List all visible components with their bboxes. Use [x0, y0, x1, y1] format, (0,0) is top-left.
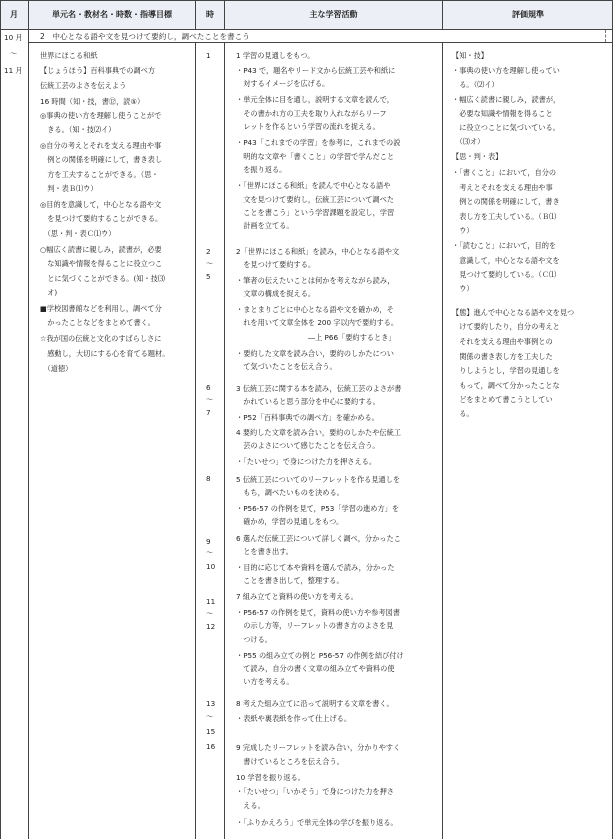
activity-line: ―上 P66「要約するとき」: [236, 333, 396, 342]
activity-line: 1 学習の見通しをもつ。: [236, 51, 315, 60]
activity-line: ・P43「これまでの学習」を参考に，これまでの説: [236, 138, 401, 147]
evaluation-line: 関係の書き表し方を工夫した: [452, 352, 553, 361]
col-divider-activities: [442, 0, 443, 30]
header-period: 時: [196, 0, 224, 29]
activity-line: ・P52「百科事典での調べ方」を確かめる。: [236, 413, 379, 422]
evaluation-line: りしようとし，学習の見通しを: [452, 366, 560, 375]
activity-line: える。: [236, 801, 265, 810]
month-tilde: 〜: [10, 49, 18, 58]
activity-line: 書けているところを伝え合う。: [236, 757, 344, 766]
activity-line: 計画を立てる。: [236, 221, 294, 230]
activity-line: ・筆者の伝えたいことは何かを考えながら読み，: [236, 276, 395, 285]
period-number: 8: [206, 474, 211, 483]
activity-line: つける。: [236, 635, 272, 644]
activity-line: ・P56-57 の作例を見て，P53「学習の進め方」を: [236, 504, 400, 513]
period-number: 16: [206, 742, 216, 751]
activity-line: ・目的に応じて本や資料を選んで読み，分かった: [236, 563, 395, 572]
header-bottom-border: [0, 29, 613, 30]
period-number: 11: [206, 597, 216, 606]
unit-line: な知識や情報を得ることに役立つこ: [40, 259, 163, 268]
activity-line: ・P55 の組み立ての例と P56-57 の作例を結び付け: [236, 651, 404, 660]
evaluation-line: ・事典の使い方を理解し使ってい: [452, 66, 560, 75]
activity-line: ・「ふりかえろう」で単元全体の学びを振り返る。: [236, 818, 398, 827]
evaluation-line: もって，調べて分かったことな: [452, 381, 560, 390]
activity-line: ・「世界にほこる和紙」を読んで中心となる語や: [236, 181, 391, 190]
evaluation-line: ・「読むこと」において，目的を: [452, 241, 557, 250]
activity-line: ことを書き出して，整理する。: [236, 576, 344, 585]
evaluation-line: る。: [452, 409, 474, 418]
evaluation-line: 表し方を工夫している。（Ｂ⑴: [452, 212, 557, 221]
unit-line: 例との関係を明確にして，書き表し: [40, 155, 163, 164]
col-divider-period-body: [224, 42, 225, 839]
unit-line: 世界にほこる和紙: [40, 51, 98, 60]
activity-line: れを用いて文章全体を 200 字以内で要約する。: [236, 318, 399, 327]
unit-line: （道徳）: [40, 364, 73, 373]
unit-line: 伝統工芸のよさを伝えよう: [40, 81, 127, 90]
unit-title-bottom-border: [29, 42, 613, 43]
unit-line: を見つけて要約することができる。: [40, 214, 163, 223]
period-number: 〜: [206, 548, 214, 557]
unit-line: ◎目的を意識して，中心となる語や文: [40, 200, 162, 209]
month-start: 10 月: [4, 33, 23, 42]
activity-line: て気づいたことを伝え合う。: [236, 362, 337, 371]
period-number: 12: [206, 622, 216, 631]
period-number: 15: [206, 727, 216, 736]
col-divider-activities-body: [442, 42, 443, 839]
activity-line: 8 考えた組み立てに沿って説明する文章を書く。: [236, 699, 394, 708]
unit-line: 判・表Ｂ⑴ウ）: [40, 184, 98, 193]
activity-line: ・単元全体に目を通し，説明する文章を読んで，: [236, 95, 394, 104]
activity-line: とを書き出す。: [236, 547, 293, 556]
activity-line: ・要約した文章を読み合い，要約のしかたについ: [236, 349, 394, 358]
unit-line: ■学校図書館などを利用し，調べて分: [40, 304, 162, 313]
period-number: 6: [206, 383, 211, 392]
activity-line: て読み，自分の書く文章の組み立てや資料の使: [236, 664, 395, 673]
period-number: 9: [206, 537, 211, 546]
evaluation-line: る。（⑵イ）: [452, 80, 499, 89]
evaluation-line: ・「書くこと」において，自分の: [452, 168, 557, 177]
unit-line: オ): [40, 288, 58, 297]
unit-line: ◎事典の使い方を理解し使うことがで: [40, 111, 162, 120]
period-number: 〜: [206, 395, 214, 404]
activity-line: 対するイメージを広げる。: [236, 79, 330, 88]
unit-line: ◎自分の考えとそれを支える理由や事: [40, 141, 162, 150]
unit-line: 【じょうほう】百科事典での調べ方: [40, 66, 156, 75]
unit-line: 方を工夫することができる。（思・: [40, 170, 159, 179]
unit-line: 16 時間（知・技，書⑫，読⑤）: [40, 97, 145, 106]
unit-title: 2 中心となる語や文を見つけて要約し，調べたことを書こう: [40, 32, 250, 41]
evaluation-line: ウ）: [452, 284, 474, 293]
activity-line: ・表紙や裏表紙を作って仕上げる。: [236, 714, 352, 723]
activity-line: ・P43 で，題名やリード文から伝統工芸や和紙に: [236, 66, 396, 75]
activity-line: かれていると思う部分を中心に要約する。: [236, 397, 380, 406]
activity-line: ・P56-57 の作例を見て，資料の使い方や参考図書: [236, 608, 400, 617]
activity-line: 芸のよさについて感じたことを伝え合う。: [236, 441, 380, 450]
activity-line: を見つけて要約する。: [236, 260, 316, 269]
period-number: 2: [206, 247, 211, 256]
activity-line: 9 完成したリーフレットを読み合い，分かりやすく: [236, 743, 401, 752]
activity-line: その書かれ方の工夫を取り入れながらリーフ: [236, 109, 387, 118]
month-end: 11 月: [4, 66, 23, 75]
period-number: 13: [206, 699, 216, 708]
evaluation-line: それを支える理由や事例との: [452, 337, 553, 346]
table-left-border: [0, 0, 1, 839]
unit-line: （思・判・表Ｃ⑴ウ）: [40, 229, 116, 238]
activity-line: 6 選んだ伝統工芸について詳しく調べ，分かったこ: [236, 534, 401, 543]
evaluation-line: 意識して，中心となる語や文を: [452, 256, 560, 265]
unit-line: 感動し，大切にする心を育てる題材。: [40, 349, 170, 358]
period-number: 7: [206, 408, 211, 417]
header-month: 月: [0, 0, 28, 29]
unit-line: ○幅広く読書に親しみ，読書が，必要: [40, 245, 162, 254]
header-evaluation: 評価規準: [443, 0, 613, 29]
evaluation-line: （⑶オ）: [452, 137, 485, 146]
col-divider-period: [224, 0, 225, 30]
table-top-border: [0, 0, 613, 1]
unit-line: かったことなどをまとめて書く。: [40, 318, 155, 327]
period-number: 5: [206, 272, 211, 281]
activity-line: 5 伝統工芸についてのリーフレットを作る見通しを: [236, 475, 401, 484]
activity-line: の示し方等，リーフレットの書き方のよさを見: [236, 621, 394, 630]
activity-line: 文を見つけて要約し，伝統工芸について調べた: [236, 195, 394, 204]
evaluation-line: 【態】進んで中心となる語や文を見つ: [452, 308, 575, 317]
period-number: 1: [206, 51, 211, 60]
evaluation-line: ・幅広く読書に親しみ，読書が，: [452, 95, 561, 104]
evaluation-line: けて要約したり，自分の考えと: [452, 322, 560, 331]
activity-line: 2「世界にほこる和紙」を読み，中心となる語や文: [236, 247, 400, 256]
unit-line: とに気づくことができる。(知・技⑶: [40, 274, 165, 283]
unit-line: ☆我が国の伝統と文化のすばらしさに: [40, 334, 162, 343]
header-activities: 主な学習活動: [225, 0, 442, 29]
activity-line: い方を考える。: [236, 677, 294, 686]
activity-line: ・「たいせつ」で身につけた力を押さえる。: [236, 457, 377, 466]
evaluation-line: に役立つことに気づいている。: [452, 123, 560, 132]
period-number: 10: [206, 562, 216, 571]
activity-line: を振り返る。: [236, 165, 287, 174]
activity-line: 4 要約した文章を読み合い，要約のしかたや伝統工: [236, 428, 401, 437]
activity-line: ことを書こう」という学習課題を設定し，学習: [236, 208, 395, 217]
period-number: 〜: [206, 609, 214, 618]
activity-line: 7 組み立てと資料の使い方を考える。: [236, 592, 358, 601]
evaluation-line: 【思・判・表】: [452, 152, 503, 161]
col-divider-unit-body: [195, 42, 196, 839]
evaluation-line: 【知・技】: [452, 51, 488, 60]
activity-line: ・「たいせつ」「いかそう」で身につけた力を押さ: [236, 787, 394, 796]
evaluation-line: 考えとそれを支える理由や事: [452, 183, 553, 192]
activity-line: 明的な文章や「書くこと」の学習で学んだこと: [236, 152, 395, 161]
col-divider-unit: [195, 0, 196, 30]
evaluation-line: ウ）: [452, 226, 474, 235]
activity-line: 文章の構成を捉える。: [236, 289, 316, 298]
activity-line: レットを作るという学習の流れを捉える。: [236, 122, 380, 131]
period-number: 〜: [206, 259, 214, 268]
unit-line: きる。（知・技⑵イ）: [40, 125, 116, 134]
evaluation-line: 例との関係を明確にして，書き: [452, 197, 560, 206]
unit-title-right-dash: [605, 30, 606, 42]
evaluation-line: 必要な知識や情報を得ること: [452, 109, 553, 118]
activity-line: 10 学習を振り返る。: [236, 773, 305, 782]
evaluation-line: どをまとめて書こうとしてい: [452, 395, 553, 404]
activity-line: ・まとまりごとに中心となる語や文を確かめ，そ: [236, 305, 394, 314]
evaluation-line: 見つけて要約している。（Ｃ⑴: [452, 270, 557, 279]
header-unit: 単元名・教材名・時数・指導目標: [29, 0, 195, 29]
activity-line: 3 伝統工芸に関する本を読み，伝統工芸のよさが書: [236, 384, 402, 393]
period-number: 〜: [206, 712, 214, 721]
col-divider-month: [28, 0, 29, 839]
activity-line: 確かめ，学習の見通しをもつ。: [236, 517, 344, 526]
activity-line: もち，調べたいものを決める。: [236, 488, 344, 497]
